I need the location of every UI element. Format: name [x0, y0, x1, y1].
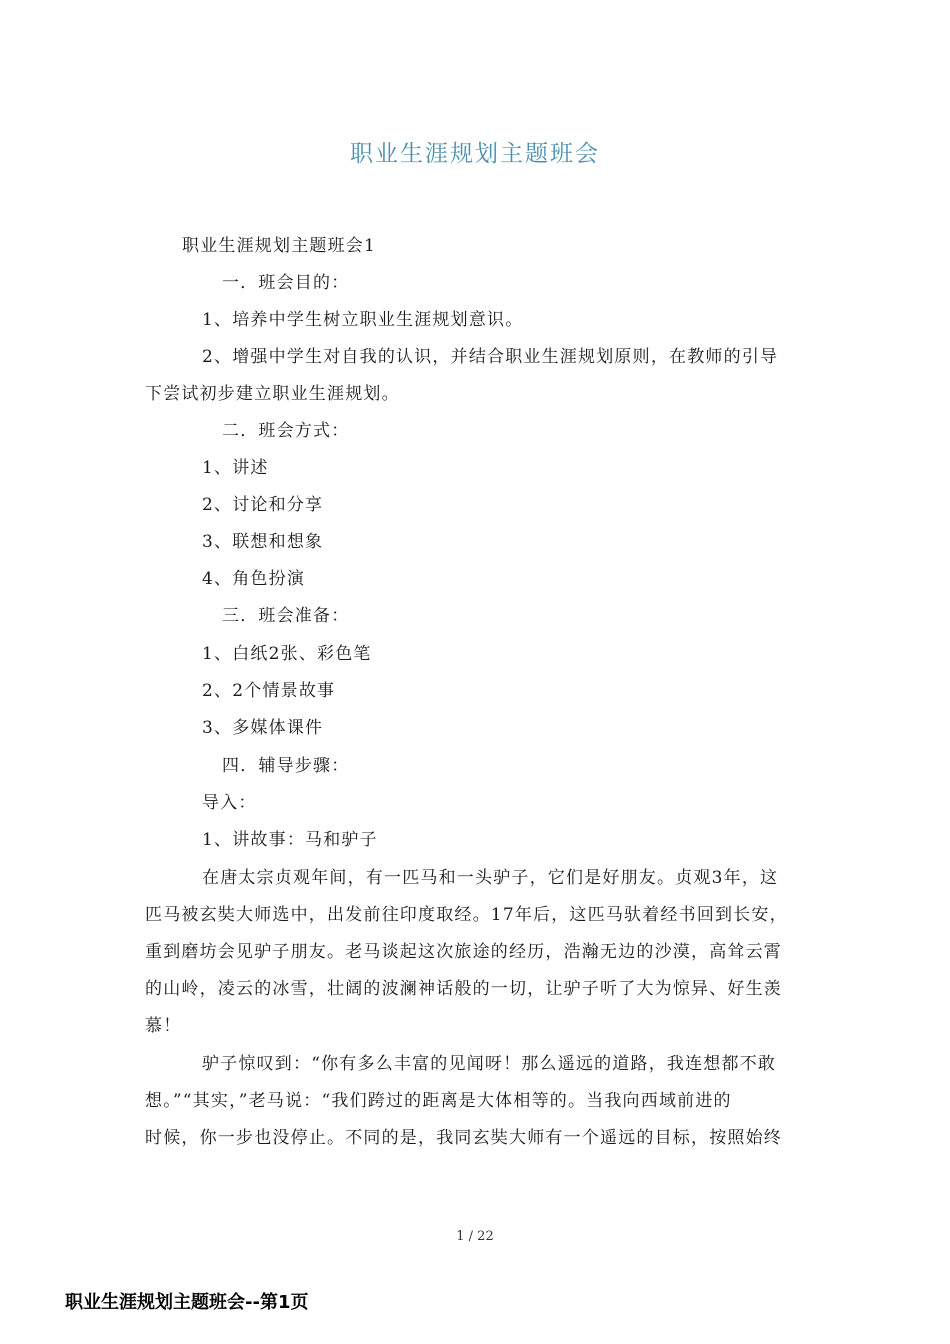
intro-label: 导入：	[202, 793, 257, 813]
objective-item: 1、培养中学生树立职业生涯规划意识。	[202, 310, 524, 330]
preparation-item: 1、白纸2张、彩色笔	[202, 644, 372, 664]
text-line: 想。”“其实，”老马说：“我们跨过的距离是大体相等的。当我向西域前进的	[145, 1091, 732, 1111]
page-footer: 职业生涯规划主题班会--第1页	[65, 1292, 309, 1313]
text-line: 驴子惊叹到：“你有多么丰富的见闻呀！那么遥远的道路，我连想都不敢	[202, 1054, 777, 1074]
preparation-item: 3、多媒体课件	[202, 718, 324, 738]
text-line: 时候，你一步也没停止。不同的是，我同玄奘大师有一个遥远的目标，按照始终	[145, 1128, 782, 1148]
method-item: 4、角色扮演	[202, 569, 306, 589]
method-item: 3、联想和想象	[202, 532, 324, 552]
objective-item: 2、增强中学生对自我的认识，并结合职业生涯规划原则，在教师的引导	[202, 347, 779, 367]
preparation-item: 2、2个情景故事	[202, 681, 336, 701]
objective-item-continued: 下尝试初步建立职业生涯规划。	[145, 384, 400, 404]
text-line: 的山岭，凌云的冰雪，壮阔的波澜神话般的一切，让驴子听了大为惊异、好生羡	[145, 979, 782, 999]
page-title: 职业生涯规划主题班会	[350, 141, 600, 167]
text-line: 重到磨坊会见驴子朋友。老马谈起这次旅途的经历，浩瀚无边的沙漠，高耸云霄	[145, 942, 782, 962]
story-heading: 1、讲故事：马和驴子	[202, 830, 378, 850]
method-item: 1、讲述	[202, 458, 269, 478]
method-item: 2、讨论和分享	[202, 495, 324, 515]
text-line: 在唐太宗贞观年间，有一匹马和一头驴子，它们是好朋友。贞观3年，这	[202, 868, 779, 888]
heading-steps: 四．辅导步骤：	[222, 756, 350, 776]
heading-methods: 二．班会方式：	[222, 421, 350, 441]
page-number: 1 / 22	[456, 1229, 494, 1244]
text-line: 匹马被玄奘大师选中，出发前往印度取经。17年后，这匹马驮着经书回到长安，	[145, 905, 788, 925]
text-line: 慕！	[145, 1016, 182, 1036]
heading-objectives: 一．班会目的：	[222, 273, 350, 293]
heading-preparation: 三．班会准备：	[222, 606, 350, 626]
section-heading: 职业生涯规划主题班会1	[182, 236, 377, 256]
